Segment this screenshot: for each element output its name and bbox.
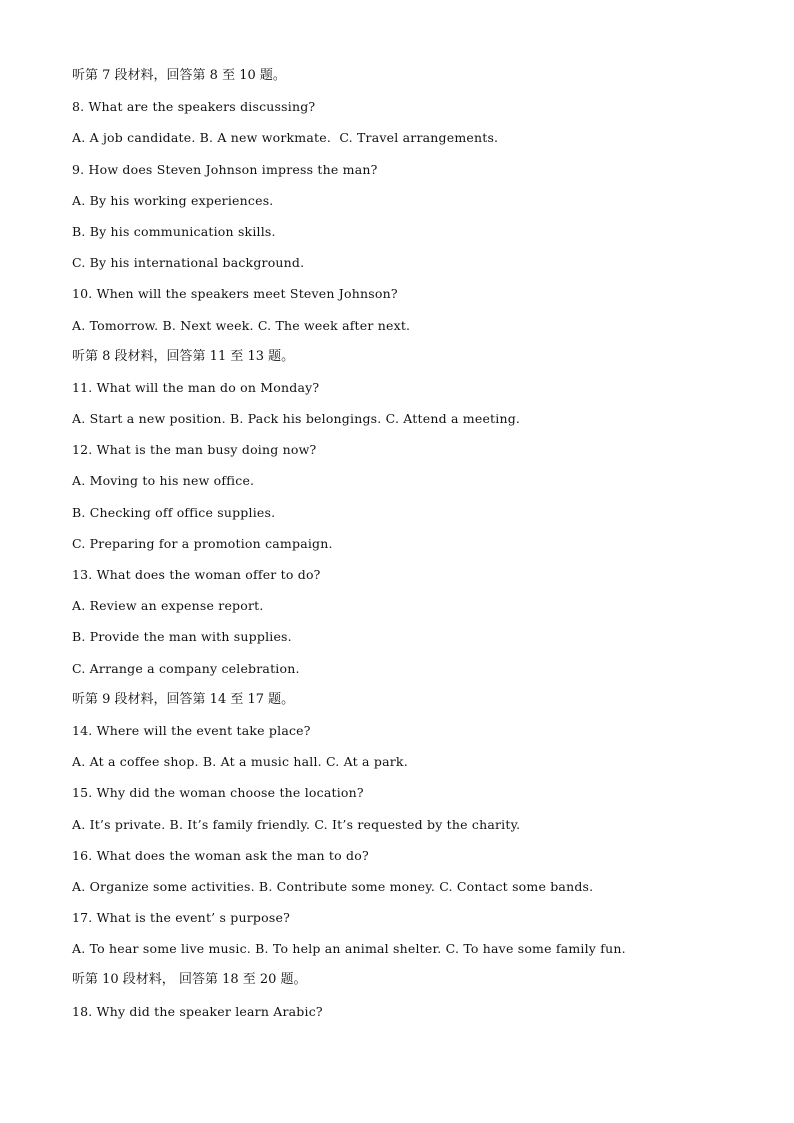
- document-page: [72, 66, 752, 1033]
- question-text: 8. What are the speakers discussing?: [72, 99, 316, 115]
- answer-option: A. Start a new position. B. Pack his belongings. C. Attend a meeting.: [72, 411, 521, 427]
- answer-option: A. Organize some activities. B. Contribute some money. C. Contact some bands.: [72, 878, 594, 894]
- answer-option: C. Preparing for a promotion campaign.: [72, 535, 333, 551]
- answer-option: C. Arrange a company celebration.: [72, 660, 300, 676]
- question-text: 16. What does the woman ask the man to do?: [72, 847, 369, 863]
- answer-option: A. Tomorrow. B. Next week. C. The week after next.: [72, 317, 411, 333]
- answer-option: C. By his international background.: [72, 255, 305, 271]
- answer-option: A. Moving to his new office.: [72, 473, 255, 489]
- answer-option: B. By his communication skills.: [72, 223, 276, 239]
- answer-option: B. Checking off office supplies.: [72, 504, 276, 520]
- question-text: 13. What does the woman offer to do?: [72, 567, 321, 582]
- question-text: 14. Where will the event take place?: [72, 722, 311, 738]
- answer-option: A. By his working experiences.: [72, 192, 274, 208]
- section-heading: 听第 7 段材料，回答第 8 至 10 题。: [72, 68, 286, 83]
- section-heading: 听第 10 段材料， 回答第 18 至 20 题。: [72, 972, 307, 988]
- answer-option: A. A job candidate. B. A new workmate. C. Travel arrangements.: [72, 130, 499, 146]
- question-text: 11. What will the man do on Monday?: [72, 379, 320, 395]
- question-text: 17. What is the event’ s purpose?: [72, 910, 290, 926]
- answer-option: A. To hear some live music. B. To help an animal shelter. C. To have some family fun.: [72, 941, 626, 957]
- section-heading: 听第 9 段材料，回答第 14 至 17 题。: [72, 691, 295, 707]
- question-text: 15. Why did the woman choose the location?: [72, 785, 364, 801]
- answer-option: A. Review an expense report.: [72, 598, 264, 614]
- section-heading: 听第 8 段材料，回答第 11 至 13 题。: [72, 348, 295, 364]
- question-text: 10. When will the speakers meet Steven Johnson?: [72, 286, 398, 302]
- question-text: 9. How does Steven Johnson impress the man?: [72, 161, 378, 177]
- answer-option: A. It’s private. B. It’s family friendly. C. It’s requested by the charity.: [72, 816, 521, 832]
- answer-option: A. At a coffee shop. B. At a music hall. C. At a park.: [72, 754, 408, 770]
- answer-option: B. Provide the man with supplies.: [72, 629, 292, 645]
- question-text: 12. What is the man busy doing now?: [72, 442, 317, 458]
- question-text: 18. Why did the speaker learn Arabic?: [72, 1003, 323, 1019]
